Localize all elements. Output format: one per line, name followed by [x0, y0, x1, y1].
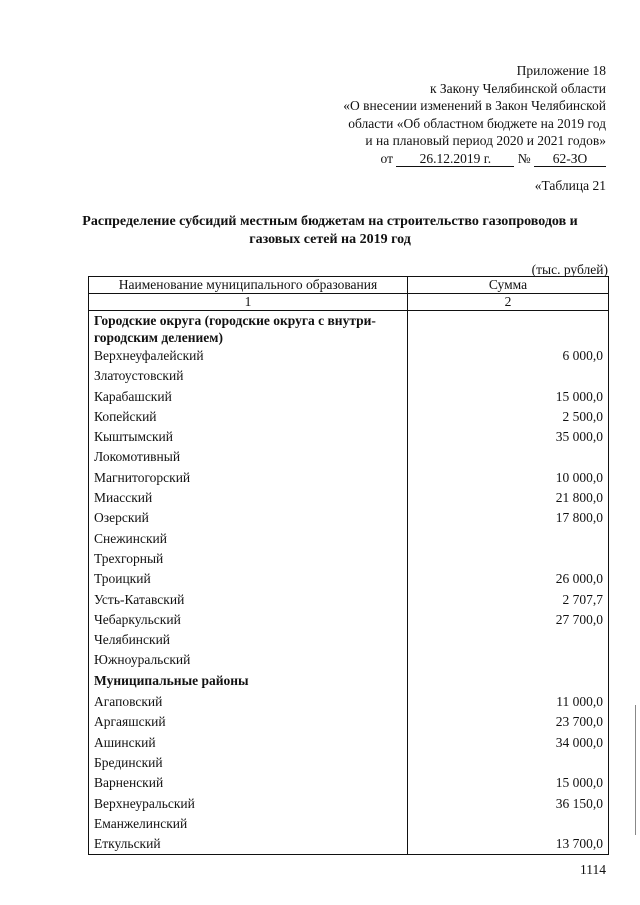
column-number-2: 2: [408, 294, 609, 311]
subsidy-amount: 10 000,0: [408, 468, 609, 488]
subsidy-amount: 27 700,0: [408, 610, 609, 630]
municipality-name: Кыштымский: [89, 427, 408, 447]
municipality-name: Копейский: [89, 407, 408, 427]
column-number-1: 1: [89, 294, 408, 311]
municipality-name: Чебаркульский: [89, 610, 408, 630]
table-row: [89, 794, 609, 814]
table-row: [89, 468, 609, 488]
table-row: [89, 773, 609, 793]
municipality-name: Брединский: [89, 753, 408, 773]
table-row: [89, 753, 609, 773]
table-header-row: [89, 277, 609, 294]
municipality-name: Усть-Катавский: [89, 590, 408, 610]
appendix-line-5: и на плановый период 2020 и 2021 годов»: [365, 133, 606, 148]
section-row: [89, 671, 609, 692]
municipality-name: Агаповский: [89, 692, 408, 712]
municipality-name: Варненский: [89, 773, 408, 793]
municipality-name: Городские округа (городские округа с внутри-городским делением): [89, 311, 408, 347]
appendix-line-2: к Закону Челябинской области: [429, 80, 606, 96]
header-name: Наименование муниципального образования: [89, 277, 408, 294]
table-row: [89, 346, 609, 366]
table-body: [89, 294, 609, 855]
subsidy-amount: [408, 814, 609, 834]
subsidy-amount: [408, 549, 609, 569]
date-prefix: от: [380, 150, 393, 166]
table-row: [89, 427, 609, 447]
table-row: [89, 712, 609, 732]
municipality-name: Снежинский: [89, 529, 408, 549]
subsidy-amount: 23 700,0: [408, 712, 609, 732]
municipality-name: Муниципальные районы: [89, 671, 408, 692]
table-row: [89, 834, 609, 855]
subsidy-amount: [408, 447, 609, 467]
municipality-name: Златоустовский: [89, 366, 408, 386]
subsidy-amount: 17 800,0: [408, 508, 609, 528]
table-row: [89, 447, 609, 467]
municipality-name: Челябинский: [89, 630, 408, 650]
scan-edge-mark: [635, 705, 636, 835]
subsidy-amount: 2 500,0: [408, 407, 609, 427]
appendix-line-4: области «Об областном бюджете на 2019 год: [348, 115, 606, 131]
municipality-name: Трехгорный: [89, 549, 408, 569]
table-row: [89, 630, 609, 650]
header-sum: Сумма: [408, 277, 609, 294]
municipality-name: Магнитогорский: [89, 468, 408, 488]
municipality-name: Верхнеуфалейский: [89, 346, 408, 366]
subsidies-table: [88, 276, 609, 855]
municipality-name: Еманжелинский: [89, 814, 408, 834]
page-number: 1114: [580, 862, 606, 877]
table-row: [89, 366, 609, 386]
table-row: [89, 488, 609, 508]
section-row: [89, 311, 609, 347]
subsidy-amount: [408, 366, 609, 386]
law-number: 62-ЗО: [534, 152, 606, 167]
table-row: [89, 407, 609, 427]
subsidy-amount: 36 150,0: [408, 794, 609, 814]
subsidy-amount: 15 000,0: [408, 773, 609, 793]
municipality-name: Озерский: [89, 508, 408, 528]
municipality-name: Троицкий: [89, 569, 408, 589]
subsidy-amount: 21 800,0: [408, 488, 609, 508]
appendix-header: [286, 62, 606, 167]
number-prefix: №: [517, 150, 531, 166]
table-row: [89, 650, 609, 670]
table-row: [89, 733, 609, 753]
municipality-name: Миасский: [89, 488, 408, 508]
subsidy-amount: 6 000,0: [408, 346, 609, 366]
municipality-name: Ашинский: [89, 733, 408, 753]
table-row: [89, 610, 609, 630]
table-label: «Таблица 21: [534, 178, 606, 193]
table-row: [89, 590, 609, 610]
subsidy-amount: 15 000,0: [408, 387, 609, 407]
appendix-line-1: Приложение 18: [516, 63, 606, 78]
document-title: Распределение субсидий местным бюджетам на строительство газопроводов и газовых сетей на 2019 год: [82, 214, 578, 247]
column-number-row: [89, 294, 609, 311]
law-date: 26.12.2019 г.: [396, 152, 514, 167]
municipality-name: Карабашский: [89, 387, 408, 407]
subsidy-amount: 34 000,0: [408, 733, 609, 753]
appendix-line-3: «О внесении изменений в Закон Челябинской: [343, 98, 606, 113]
table-row: [89, 508, 609, 528]
subsidy-amount: [408, 630, 609, 650]
law-date-number-line: [286, 150, 606, 168]
subsidy-amount: 13 700,0: [408, 834, 609, 855]
subsidy-amount: [408, 671, 609, 692]
subsidy-amount: [408, 311, 609, 347]
municipality-name: Верхнеуральский: [89, 794, 408, 814]
subsidy-amount: 26 000,0: [408, 569, 609, 589]
subsidy-amount: [408, 529, 609, 549]
table-row: [89, 387, 609, 407]
table-row: [89, 569, 609, 589]
subsidy-amount: 35 000,0: [408, 427, 609, 447]
units-label: (тыс. рублей): [531, 262, 608, 277]
municipality-name: Еткульский: [89, 834, 408, 855]
municipality-name: Локомотивный: [89, 447, 408, 467]
municipality-name: Аргаяшский: [89, 712, 408, 732]
municipality-name: Южноуральский: [89, 650, 408, 670]
table-row: [89, 529, 609, 549]
subsidy-amount: [408, 650, 609, 670]
subsidy-amount: 2 707,7: [408, 590, 609, 610]
subsidy-amount: 11 000,0: [408, 692, 609, 712]
table-row: [89, 549, 609, 569]
table-row: [89, 692, 609, 712]
subsidy-amount: [408, 753, 609, 773]
table-row: [89, 814, 609, 834]
